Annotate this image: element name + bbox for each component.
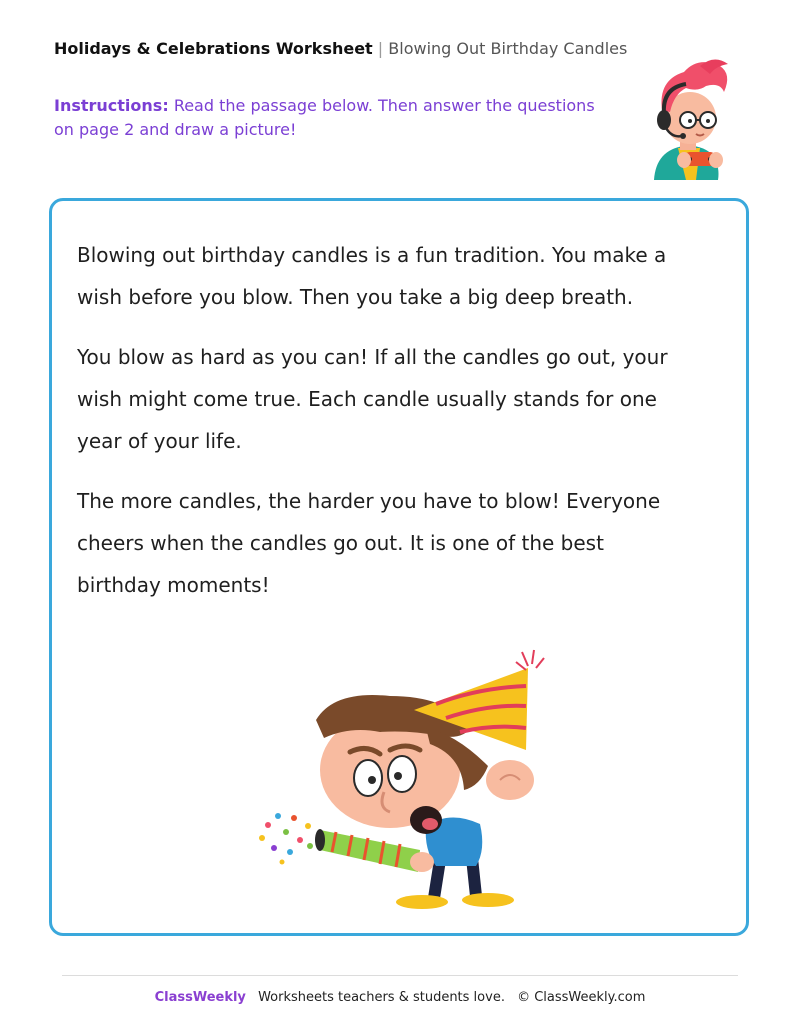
footer-brand: ClassWeekly [154,990,246,1005]
worksheet-title: Holidays & Celebrations Worksheet [54,39,373,58]
worksheet-header [54,39,634,59]
instructions [54,94,614,142]
header-separator: | [377,39,384,58]
footer-copyright: © ClassWeekly.com [517,990,646,1005]
footer [0,990,800,1006]
instructions-text: Read the passage below. Then answer the questions on page 2 and draw a picture! [54,96,595,139]
instructions-label: Instructions: [54,96,169,115]
gamer-boy-illustration [640,52,736,188]
party-blower-icon [315,829,420,872]
footer-tagline: Worksheets teachers & students love. [258,990,505,1005]
worksheet-subtitle: Blowing Out Birthday Candles [388,39,628,58]
passage-paragraph: The more candles, the harder you have to blow! Everyone cheers when the candles go out. It is one of the best birthday moments! [77,489,661,597]
footer-divider [62,975,738,976]
passage-paragraph: You blow as hard as you can! If all the candles go out, your wish might come true. Each candle usually stands for one year of your life. [77,345,668,453]
confetti-icon [259,813,323,865]
reading-passage [77,234,677,624]
passage-paragraph: Blowing out birthday candles is a fun tradition. You make a wish before you blow. Then you take a big deep breath. [77,243,667,309]
party-boy-illustration [250,640,550,915]
